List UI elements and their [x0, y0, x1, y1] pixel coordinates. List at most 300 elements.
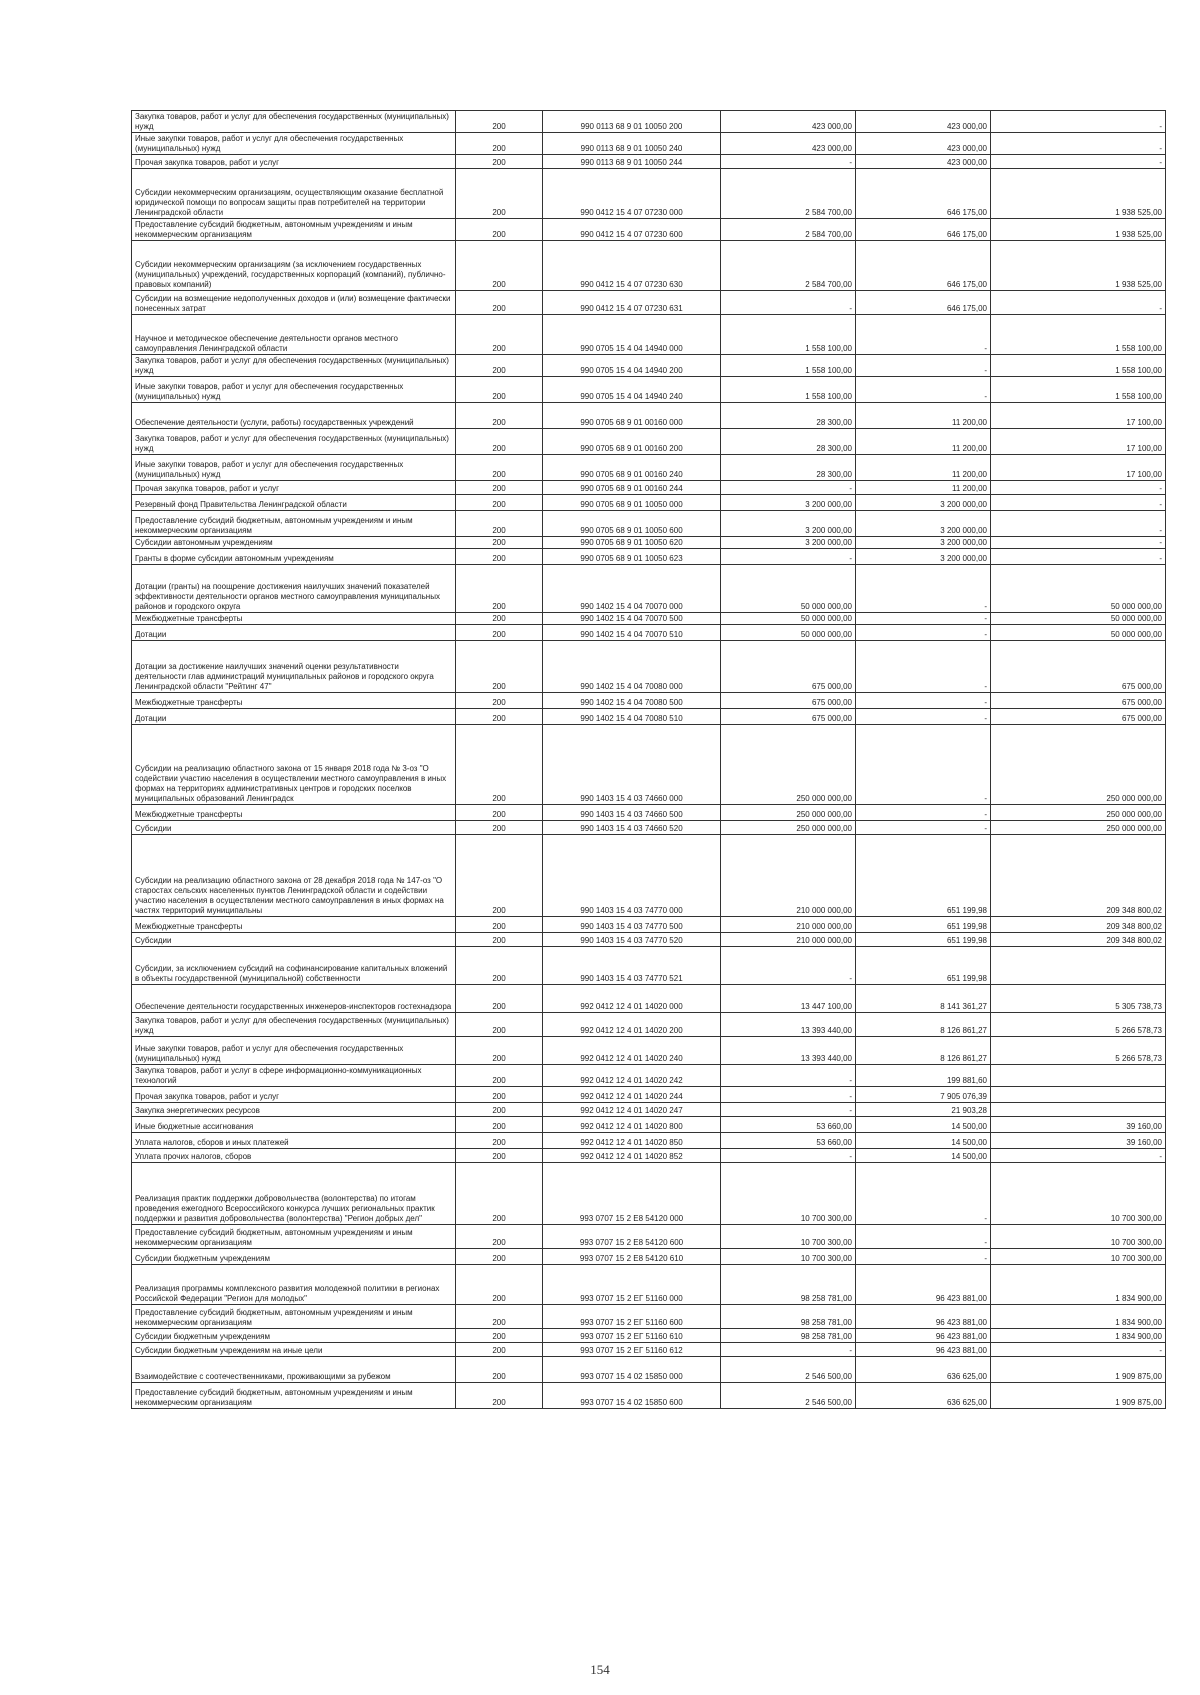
row-remaining-amount: - [991, 155, 1166, 169]
row-code: 200 [456, 481, 543, 495]
row-code: 200 [456, 565, 543, 613]
row-remaining-amount: 10 700 300,00 [991, 1163, 1166, 1225]
row-remaining-amount: 50 000 000,00 [991, 565, 1166, 613]
row-code: 200 [456, 549, 543, 565]
row-code: 200 [456, 1133, 543, 1149]
table-row [132, 511, 1166, 537]
row-plan-amount: 98 258 781,00 [721, 1329, 856, 1343]
row-executed-amount: 14 500,00 [856, 1149, 991, 1163]
row-name: Субсидии на реализацию областного закона от 15 января 2018 года № 3-оз "О содействии участию населения в осуществлении местного самоуправления в иных формах на территориях административных центров и городских поселков муниципальных образований Ленинградск [132, 725, 456, 805]
row-code: 200 [456, 241, 543, 291]
row-plan-amount: - [721, 947, 856, 985]
row-code: 200 [456, 693, 543, 709]
row-kbk: 992 0412 12 4 01 14020 244 [543, 1087, 721, 1103]
row-name: Субсидии некоммерческим организациям (за исключением государственных (муниципальных) учреждений, государственных корпораций (компаний), публично-правовых компаний) [132, 241, 456, 291]
row-name: Прочая закупка товаров, работ и услуг [132, 1087, 456, 1103]
row-executed-amount: 651 199,98 [856, 947, 991, 985]
page-number: 154 [590, 1662, 610, 1677]
row-kbk: 990 0113 68 9 01 10050 200 [543, 111, 721, 133]
row-plan-amount: - [721, 481, 856, 495]
row-kbk: 990 0705 15 4 04 14940 000 [543, 315, 721, 355]
row-executed-amount: - [856, 565, 991, 613]
row-remaining-amount: 209 348 800,02 [991, 917, 1166, 933]
row-kbk: 993 0707 15 2 E8 54120 000 [543, 1163, 721, 1225]
row-plan-amount: 210 000 000,00 [721, 933, 856, 947]
row-name: Закупка товаров, работ и услуг в сфере информационно-коммуникационных технологий [132, 1065, 456, 1087]
row-remaining-amount: - [991, 511, 1166, 537]
row-code: 200 [456, 511, 543, 537]
table-row [132, 1343, 1166, 1357]
row-remaining-amount: 50 000 000,00 [991, 625, 1166, 641]
table-row [132, 1357, 1166, 1383]
row-remaining-amount [991, 947, 1166, 985]
row-name: Предоставление субсидий бюджетным, автономным учреждениям и иным некоммерческим организациям [132, 1305, 456, 1329]
row-kbk: 993 0707 15 2 E8 54120 600 [543, 1225, 721, 1249]
row-name: Взаимодействие с соотечественниками, проживающими за рубежом [132, 1357, 456, 1383]
row-executed-amount: 199 881,60 [856, 1065, 991, 1087]
row-plan-amount: 210 000 000,00 [721, 835, 856, 917]
row-plan-amount: 50 000 000,00 [721, 613, 856, 625]
row-kbk: 992 0412 12 4 01 14020 240 [543, 1037, 721, 1065]
row-code: 200 [456, 169, 543, 219]
row-executed-amount: 8 126 861,27 [856, 1013, 991, 1037]
row-name: Резервный фонд Правительства Ленинградской области [132, 495, 456, 511]
row-executed-amount: 3 200 000,00 [856, 495, 991, 511]
row-executed-amount: 11 200,00 [856, 455, 991, 481]
row-name: Предоставление субсидий бюджетным, автономным учреждениям и иным некоммерческим организациям [132, 1383, 456, 1409]
row-code: 200 [456, 821, 543, 835]
row-remaining-amount: 209 348 800,02 [991, 835, 1166, 917]
table-row [132, 835, 1166, 917]
row-kbk: 990 0705 68 9 01 10050 600 [543, 511, 721, 537]
table-row [132, 1383, 1166, 1409]
row-name: Субсидии, за исключением субсидий на софинансирование капитальных вложений в объекты государственной (муниципальной) собственности [132, 947, 456, 985]
row-executed-amount: - [856, 693, 991, 709]
row-plan-amount: 3 200 000,00 [721, 495, 856, 511]
row-kbk: 990 1403 15 4 03 74660 000 [543, 725, 721, 805]
table-row [132, 549, 1166, 565]
row-kbk: 990 0705 68 9 01 00160 240 [543, 455, 721, 481]
row-remaining-amount: 1 834 900,00 [991, 1329, 1166, 1343]
row-code: 200 [456, 403, 543, 429]
row-remaining-amount: 10 700 300,00 [991, 1249, 1166, 1265]
row-plan-amount: 3 200 000,00 [721, 511, 856, 537]
row-name: Дотации [132, 625, 456, 641]
budget-execution-table [131, 110, 1166, 1409]
row-kbk: 990 0705 15 4 04 14940 240 [543, 377, 721, 403]
row-kbk: 990 1402 15 4 04 70070 510 [543, 625, 721, 641]
row-executed-amount: - [856, 315, 991, 355]
row-code: 200 [456, 315, 543, 355]
row-executed-amount: - [856, 377, 991, 403]
row-executed-amount: 21 903,28 [856, 1103, 991, 1117]
row-executed-amount: 651 199,98 [856, 933, 991, 947]
table-row [132, 1103, 1166, 1117]
row-executed-amount: 651 199,98 [856, 917, 991, 933]
row-kbk: 990 0705 68 9 01 00160 244 [543, 481, 721, 495]
row-kbk: 993 0707 15 4 02 15850 000 [543, 1357, 721, 1383]
row-name: Иные бюджетные ассигнования [132, 1117, 456, 1133]
table-row [132, 291, 1166, 315]
row-executed-amount: - [856, 725, 991, 805]
row-remaining-amount: 39 160,00 [991, 1133, 1166, 1149]
table-row [132, 429, 1166, 455]
row-kbk: 993 0707 15 2 ЕГ 51160 612 [543, 1343, 721, 1357]
row-plan-amount: 13 393 440,00 [721, 1037, 856, 1065]
row-name: Уплата прочих налогов, сборов [132, 1149, 456, 1163]
row-kbk: 990 0412 15 4 07 07230 600 [543, 219, 721, 241]
table-body [132, 111, 1166, 1409]
row-remaining-amount: 209 348 800,02 [991, 933, 1166, 947]
row-remaining-amount: - [991, 537, 1166, 549]
table-row [132, 613, 1166, 625]
row-remaining-amount: 5 266 578,73 [991, 1037, 1166, 1065]
row-code: 200 [456, 917, 543, 933]
row-name: Обеспечение деятельности государственных инженеров-инспекторов гостехнадзора [132, 985, 456, 1013]
row-code: 200 [456, 1305, 543, 1329]
row-plan-amount: 10 700 300,00 [721, 1225, 856, 1249]
row-remaining-amount: 17 100,00 [991, 455, 1166, 481]
row-plan-amount: 2 584 700,00 [721, 219, 856, 241]
row-code: 200 [456, 1103, 543, 1117]
row-plan-amount: - [721, 1103, 856, 1117]
row-name: Субсидии автономным учреждениям [132, 537, 456, 549]
row-kbk: 993 0707 15 2 E8 54120 610 [543, 1249, 721, 1265]
row-executed-amount: 14 500,00 [856, 1133, 991, 1149]
table-row [132, 315, 1166, 355]
row-name: Научное и методическое обеспечение деятельности органов местного самоуправления Ленинградской области [132, 315, 456, 355]
row-executed-amount: 3 200 000,00 [856, 549, 991, 565]
row-name: Прочая закупка товаров, работ и услуг [132, 481, 456, 495]
row-kbk: 990 1402 15 4 04 70080 500 [543, 693, 721, 709]
row-plan-amount: 53 660,00 [721, 1117, 856, 1133]
row-plan-amount: 10 700 300,00 [721, 1163, 856, 1225]
table-row [132, 805, 1166, 821]
row-kbk: 990 0113 68 9 01 10050 244 [543, 155, 721, 169]
row-plan-amount: 28 300,00 [721, 403, 856, 429]
table-row [132, 933, 1166, 947]
row-name: Реализация практик поддержки добровольчества (волонтерства) по итогам проведения ежегодного Всероссийского конкурса лучших региональных практик поддержки и развития добровольчества (волонтерства) "Регион добрых дел" [132, 1163, 456, 1225]
row-name: Межбюджетные трансферты [132, 693, 456, 709]
table-row [132, 709, 1166, 725]
row-executed-amount: 96 423 881,00 [856, 1343, 991, 1357]
table-row [132, 355, 1166, 377]
row-executed-amount: 96 423 881,00 [856, 1329, 991, 1343]
table-row [132, 537, 1166, 549]
row-remaining-amount: 1 938 525,00 [991, 219, 1166, 241]
row-name: Закупка товаров, работ и услуг для обеспечения государственных (муниципальных) нужд [132, 355, 456, 377]
row-code: 200 [456, 495, 543, 511]
row-executed-amount: - [856, 709, 991, 725]
row-code: 200 [456, 355, 543, 377]
row-name: Субсидии [132, 933, 456, 947]
row-kbk: 990 1403 15 4 03 74660 520 [543, 821, 721, 835]
row-remaining-amount: 1 558 100,00 [991, 355, 1166, 377]
row-executed-amount: - [856, 1225, 991, 1249]
row-plan-amount: 10 700 300,00 [721, 1249, 856, 1265]
row-name: Межбюджетные трансферты [132, 805, 456, 821]
row-name: Закупка товаров, работ и услуг для обеспечения государственных (муниципальных) нужд [132, 429, 456, 455]
table-row [132, 725, 1166, 805]
row-executed-amount: 646 175,00 [856, 219, 991, 241]
table-row [132, 1329, 1166, 1343]
row-executed-amount: - [856, 641, 991, 693]
row-plan-amount: - [721, 155, 856, 169]
row-code: 200 [456, 1343, 543, 1357]
row-kbk: 990 0705 68 9 01 10050 623 [543, 549, 721, 565]
row-remaining-amount: 675 000,00 [991, 709, 1166, 725]
table-row [132, 985, 1166, 1013]
row-kbk: 993 0707 15 2 ЕГ 51160 610 [543, 1329, 721, 1343]
row-kbk: 992 0412 12 4 01 14020 000 [543, 985, 721, 1013]
table-row [132, 455, 1166, 481]
row-plan-amount: 2 584 700,00 [721, 169, 856, 219]
row-plan-amount: 675 000,00 [721, 709, 856, 725]
row-code: 200 [456, 1087, 543, 1103]
row-plan-amount: 1 558 100,00 [721, 315, 856, 355]
table-row [132, 1133, 1166, 1149]
row-remaining-amount: - [991, 1149, 1166, 1163]
row-name: Иные закупки товаров, работ и услуг для обеспечения государственных (муниципальных) нужд [132, 133, 456, 155]
row-executed-amount: 646 175,00 [856, 169, 991, 219]
row-kbk: 990 1403 15 4 03 74770 500 [543, 917, 721, 933]
table-row [132, 133, 1166, 155]
row-code: 200 [456, 1383, 543, 1409]
row-code: 200 [456, 1225, 543, 1249]
row-name: Субсидии на реализацию областного закона от 28 декабря 2018 года № 147-оз "О старостах сельских населенных пунктов Ленинградской области и содействии участию населения в осуществлении местного самоуправления в иных формах на частях территорий муниципальны [132, 835, 456, 917]
row-code: 200 [456, 133, 543, 155]
table-row [132, 481, 1166, 495]
row-executed-amount: - [856, 1163, 991, 1225]
row-name: Прочая закупка товаров, работ и услуг [132, 155, 456, 169]
row-kbk: 990 1402 15 4 04 70070 500 [543, 613, 721, 625]
row-code: 200 [456, 1265, 543, 1305]
row-kbk: 993 0707 15 2 ЕГ 51160 600 [543, 1305, 721, 1329]
row-code: 200 [456, 455, 543, 481]
row-kbk: 990 0705 68 9 01 10050 620 [543, 537, 721, 549]
row-plan-amount: 423 000,00 [721, 133, 856, 155]
row-code: 200 [456, 709, 543, 725]
row-name: Субсидии бюджетным учреждениям на иные цели [132, 1343, 456, 1357]
row-name: Субсидии [132, 821, 456, 835]
row-code: 200 [456, 219, 543, 241]
row-name: Иные закупки товаров, работ и услуг для обеспечения государственных (муниципальных) нужд [132, 455, 456, 481]
row-executed-amount: 423 000,00 [856, 133, 991, 155]
row-executed-amount: 423 000,00 [856, 111, 991, 133]
row-remaining-amount: 1 558 100,00 [991, 377, 1166, 403]
row-remaining-amount: 675 000,00 [991, 693, 1166, 709]
row-remaining-amount: 5 266 578,73 [991, 1013, 1166, 1037]
row-remaining-amount: 50 000 000,00 [991, 613, 1166, 625]
row-name: Дотации за достижение наилучших значений оценки результативности деятельности глав администраций муниципальных районов и городского округа Ленинградской области "Рейтинг 47" [132, 641, 456, 693]
row-name: Закупка товаров, работ и услуг для обеспечения государственных (муниципальных) нужд [132, 1013, 456, 1037]
table-row [132, 1225, 1166, 1249]
table-row [132, 169, 1166, 219]
row-kbk: 990 1403 15 4 03 74660 500 [543, 805, 721, 821]
row-remaining-amount: - [991, 111, 1166, 133]
table-row [132, 155, 1166, 169]
row-executed-amount: - [856, 805, 991, 821]
row-executed-amount: 14 500,00 [856, 1117, 991, 1133]
row-remaining-amount: 5 305 738,73 [991, 985, 1166, 1013]
row-executed-amount: 636 625,00 [856, 1357, 991, 1383]
row-executed-amount: 11 200,00 [856, 429, 991, 455]
table-row [132, 1149, 1166, 1163]
table-row [132, 219, 1166, 241]
row-kbk: 993 0707 15 2 ЕГ 51160 000 [543, 1265, 721, 1305]
row-executed-amount: - [856, 625, 991, 641]
row-code: 200 [456, 947, 543, 985]
row-kbk: 990 0412 15 4 07 07230 000 [543, 169, 721, 219]
row-executed-amount: 11 200,00 [856, 403, 991, 429]
row-remaining-amount: - [991, 549, 1166, 565]
row-plan-amount: 28 300,00 [721, 455, 856, 481]
row-plan-amount: - [721, 549, 856, 565]
row-remaining-amount: 1 558 100,00 [991, 315, 1166, 355]
row-kbk: 990 1403 15 4 03 74770 521 [543, 947, 721, 985]
row-name: Реализация программы комплексного развития молодежной политики в регионах Российской Федерации "Регион для молодых" [132, 1265, 456, 1305]
row-code: 200 [456, 1357, 543, 1383]
table-row [132, 625, 1166, 641]
row-remaining-amount: 1 834 900,00 [991, 1265, 1166, 1305]
table-row [132, 1249, 1166, 1265]
row-plan-amount: - [721, 1065, 856, 1087]
row-name: Уплата налогов, сборов и иных платежей [132, 1133, 456, 1149]
row-name: Межбюджетные трансферты [132, 613, 456, 625]
row-plan-amount: 1 558 100,00 [721, 355, 856, 377]
row-kbk: 992 0412 12 4 01 14020 850 [543, 1133, 721, 1149]
row-code: 200 [456, 805, 543, 821]
table-row [132, 1305, 1166, 1329]
row-remaining-amount: 1 909 875,00 [991, 1383, 1166, 1409]
row-executed-amount: 3 200 000,00 [856, 511, 991, 537]
row-remaining-amount: 39 160,00 [991, 1117, 1166, 1133]
row-plan-amount: 3 200 000,00 [721, 537, 856, 549]
row-plan-amount: 13 447 100,00 [721, 985, 856, 1013]
row-executed-amount: 8 126 861,27 [856, 1037, 991, 1065]
row-plan-amount: 423 000,00 [721, 111, 856, 133]
row-remaining-amount: 250 000 000,00 [991, 805, 1166, 821]
row-name: Межбюджетные трансферты [132, 917, 456, 933]
row-kbk: 993 0707 15 4 02 15850 600 [543, 1383, 721, 1409]
row-code: 200 [456, 1037, 543, 1065]
row-remaining-amount: - [991, 291, 1166, 315]
row-plan-amount: 250 000 000,00 [721, 725, 856, 805]
row-remaining-amount: 1 834 900,00 [991, 1305, 1166, 1329]
row-name: Дотации (гранты) на поощрение достижения наилучших значений показателей эффективности деятельности органов местного самоуправления муниципальных районов и городского округа [132, 565, 456, 613]
row-executed-amount: 646 175,00 [856, 291, 991, 315]
table-row [132, 403, 1166, 429]
row-remaining-amount: 17 100,00 [991, 403, 1166, 429]
row-kbk: 990 1403 15 4 03 74770 520 [543, 933, 721, 947]
row-remaining-amount: 250 000 000,00 [991, 821, 1166, 835]
row-code: 200 [456, 933, 543, 947]
table-row [132, 821, 1166, 835]
row-name: Субсидии бюджетным учреждениям [132, 1329, 456, 1343]
row-code: 200 [456, 429, 543, 455]
row-code: 200 [456, 155, 543, 169]
row-executed-amount: - [856, 613, 991, 625]
row-executed-amount: 11 200,00 [856, 481, 991, 495]
row-plan-amount: 53 660,00 [721, 1133, 856, 1149]
row-remaining-amount: 10 700 300,00 [991, 1225, 1166, 1249]
row-kbk: 992 0412 12 4 01 14020 852 [543, 1149, 721, 1163]
row-plan-amount: 98 258 781,00 [721, 1265, 856, 1305]
table-row [132, 693, 1166, 709]
row-name: Иные закупки товаров, работ и услуг для обеспечения государственных (муниципальных) нужд [132, 1037, 456, 1065]
row-plan-amount: 13 393 440,00 [721, 1013, 856, 1037]
row-name: Закупка товаров, работ и услуг для обеспечения государственных (муниципальных) нужд [132, 111, 456, 133]
row-remaining-amount: - [991, 481, 1166, 495]
row-name: Субсидии на возмещение недополученных доходов и (или) возмещение фактически понесенных затрат [132, 291, 456, 315]
row-code: 200 [456, 377, 543, 403]
row-kbk: 992 0412 12 4 01 14020 800 [543, 1117, 721, 1133]
table-row [132, 1117, 1166, 1133]
row-kbk: 992 0412 12 4 01 14020 200 [543, 1013, 721, 1037]
row-kbk: 990 0705 68 9 01 00160 200 [543, 429, 721, 455]
table-row [132, 1087, 1166, 1103]
row-executed-amount: 651 199,98 [856, 835, 991, 917]
row-name: Закупка энергетических ресурсов [132, 1103, 456, 1117]
row-name: Субсидии некоммерческим организациям, осуществляющим оказание бесплатной юридической помощи по вопросам защиты прав потребителей на территории Ленинградской области [132, 169, 456, 219]
row-code: 200 [456, 1163, 543, 1225]
row-remaining-amount: 17 100,00 [991, 429, 1166, 455]
table-row [132, 565, 1166, 613]
row-plan-amount: 675 000,00 [721, 693, 856, 709]
row-name: Дотации [132, 709, 456, 725]
row-kbk: 990 1402 15 4 04 70080 000 [543, 641, 721, 693]
row-executed-amount: 96 423 881,00 [856, 1265, 991, 1305]
table-row [132, 111, 1166, 133]
row-plan-amount: 250 000 000,00 [721, 805, 856, 821]
row-plan-amount: 50 000 000,00 [721, 565, 856, 613]
row-plan-amount: 2 546 500,00 [721, 1357, 856, 1383]
row-plan-amount: 675 000,00 [721, 641, 856, 693]
row-plan-amount: - [721, 1087, 856, 1103]
row-executed-amount: - [856, 1249, 991, 1265]
row-executed-amount: 3 200 000,00 [856, 537, 991, 549]
row-executed-amount: - [856, 355, 991, 377]
table-row [132, 641, 1166, 693]
row-remaining-amount [991, 1087, 1166, 1103]
row-kbk: 990 0705 68 9 01 00160 000 [543, 403, 721, 429]
row-code: 200 [456, 625, 543, 641]
row-remaining-amount: 675 000,00 [991, 641, 1166, 693]
table-row [132, 495, 1166, 511]
row-executed-amount: 636 625,00 [856, 1383, 991, 1409]
row-executed-amount: 96 423 881,00 [856, 1305, 991, 1329]
table-row [132, 1065, 1166, 1087]
table-row [132, 1163, 1166, 1225]
row-plan-amount: 28 300,00 [721, 429, 856, 455]
row-plan-amount: 1 558 100,00 [721, 377, 856, 403]
table-row [132, 917, 1166, 933]
table-row [132, 377, 1166, 403]
row-code: 200 [456, 835, 543, 917]
row-code: 200 [456, 1249, 543, 1265]
row-executed-amount: 8 141 361,27 [856, 985, 991, 1013]
row-plan-amount: 250 000 000,00 [721, 821, 856, 835]
table-row [132, 1265, 1166, 1305]
row-executed-amount: 7 905 076,39 [856, 1087, 991, 1103]
row-kbk: 990 1403 15 4 03 74770 000 [543, 835, 721, 917]
row-remaining-amount: 250 000 000,00 [991, 725, 1166, 805]
row-code: 200 [456, 291, 543, 315]
row-kbk: 990 0705 15 4 04 14940 200 [543, 355, 721, 377]
row-executed-amount: 423 000,00 [856, 155, 991, 169]
row-name: Иные закупки товаров, работ и услуг для обеспечения государственных (муниципальных) нужд [132, 377, 456, 403]
row-plan-amount: 2 546 500,00 [721, 1383, 856, 1409]
